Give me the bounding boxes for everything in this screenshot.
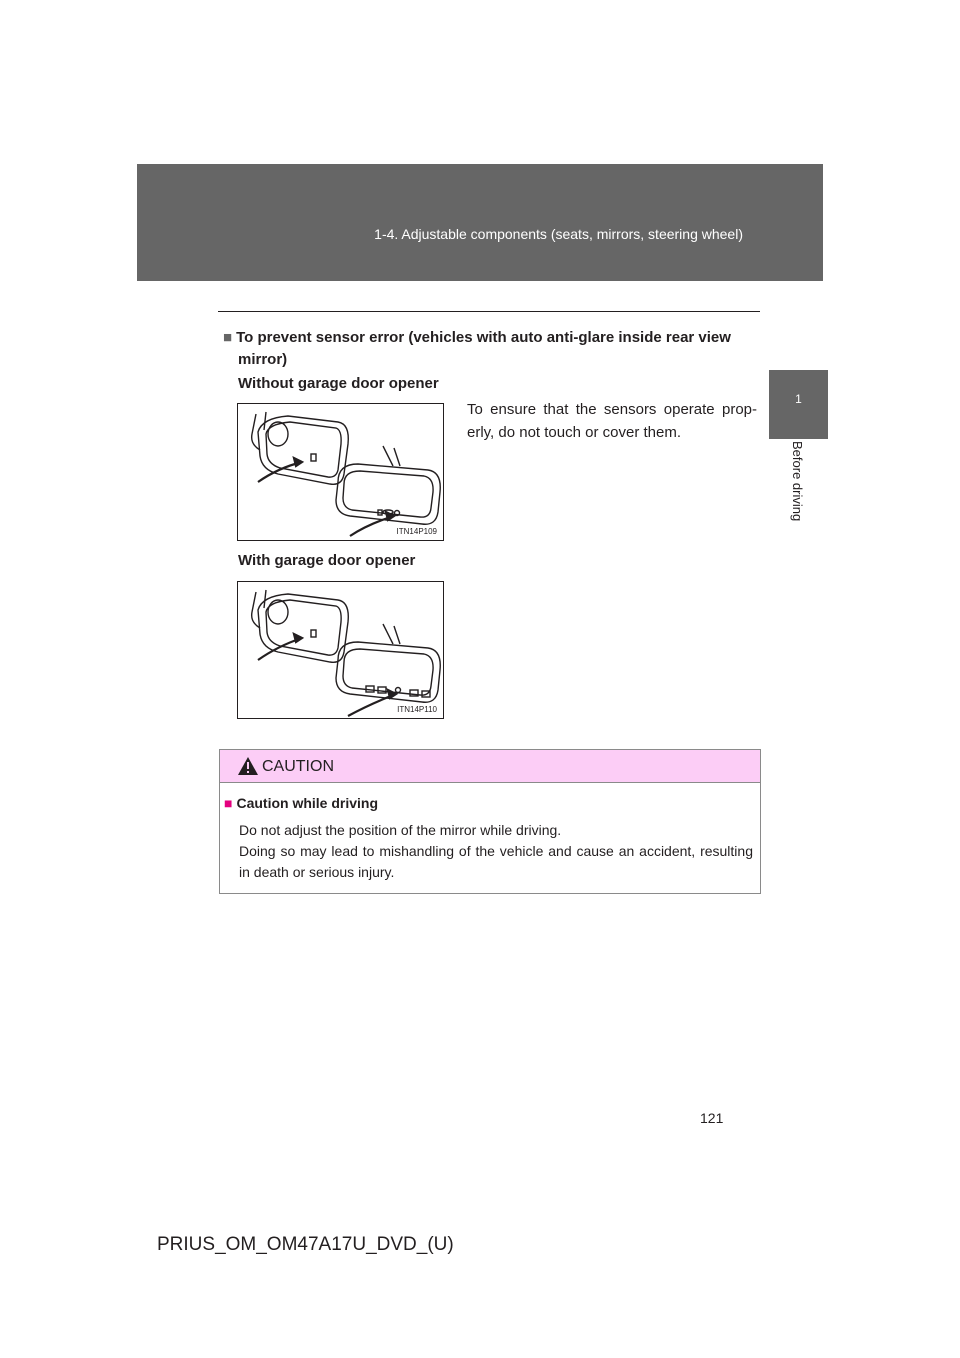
chapter-label: Before driving: [790, 441, 805, 522]
caution-subhead-text: Caution while driving: [236, 795, 379, 811]
heading-line-2: mirror): [238, 351, 288, 368]
top-rule: [218, 311, 760, 312]
section-heading: [223, 327, 758, 371]
mirror-illustration-icon: [238, 582, 443, 718]
description-text: To ensure that the sensors operate prop-erly, do not touch or cover them.: [467, 401, 757, 441]
caution-body: [239, 820, 753, 883]
figure-code-1: ITN14P109: [396, 527, 437, 536]
section-title: 1-4. Adjustable components (seats, mirrors, steering wheel): [374, 226, 743, 242]
chapter-number: 1: [795, 392, 802, 406]
page-number: 121: [700, 1110, 724, 1126]
caution-header: [220, 750, 760, 783]
mirror-illustration-icon: [238, 404, 443, 540]
document-code: PRIUS_OM_OM47A17U_DVD_(U): [157, 1234, 454, 1255]
header-band: [137, 164, 823, 281]
square-bullet-icon: ■: [223, 329, 233, 346]
with-opener-label: With garage door opener: [238, 552, 416, 569]
square-bullet-icon: ■: [224, 795, 233, 811]
caution-line-1: Do not adjust the position of the mirror while driving.: [239, 822, 562, 838]
figure-mirror-without-opener: [237, 403, 444, 541]
caution-box: [219, 749, 761, 894]
caution-line-2: Doing so may lead to mishandling of the vehicle and cause an accident, resulting in death or serious injury.: [239, 843, 753, 880]
heading-line-1: To prevent sensor error (vehicles with auto anti-glare inside rear view: [236, 329, 731, 346]
without-opener-label: Without garage door opener: [238, 375, 439, 392]
figure-mirror-with-opener: [237, 581, 444, 719]
figure-code-2: ITN14P110: [397, 705, 437, 714]
warning-triangle-icon: [237, 756, 259, 776]
chapter-tab: [769, 370, 828, 439]
caution-subhead: [224, 795, 378, 811]
caution-title: CAUTION: [262, 758, 334, 775]
